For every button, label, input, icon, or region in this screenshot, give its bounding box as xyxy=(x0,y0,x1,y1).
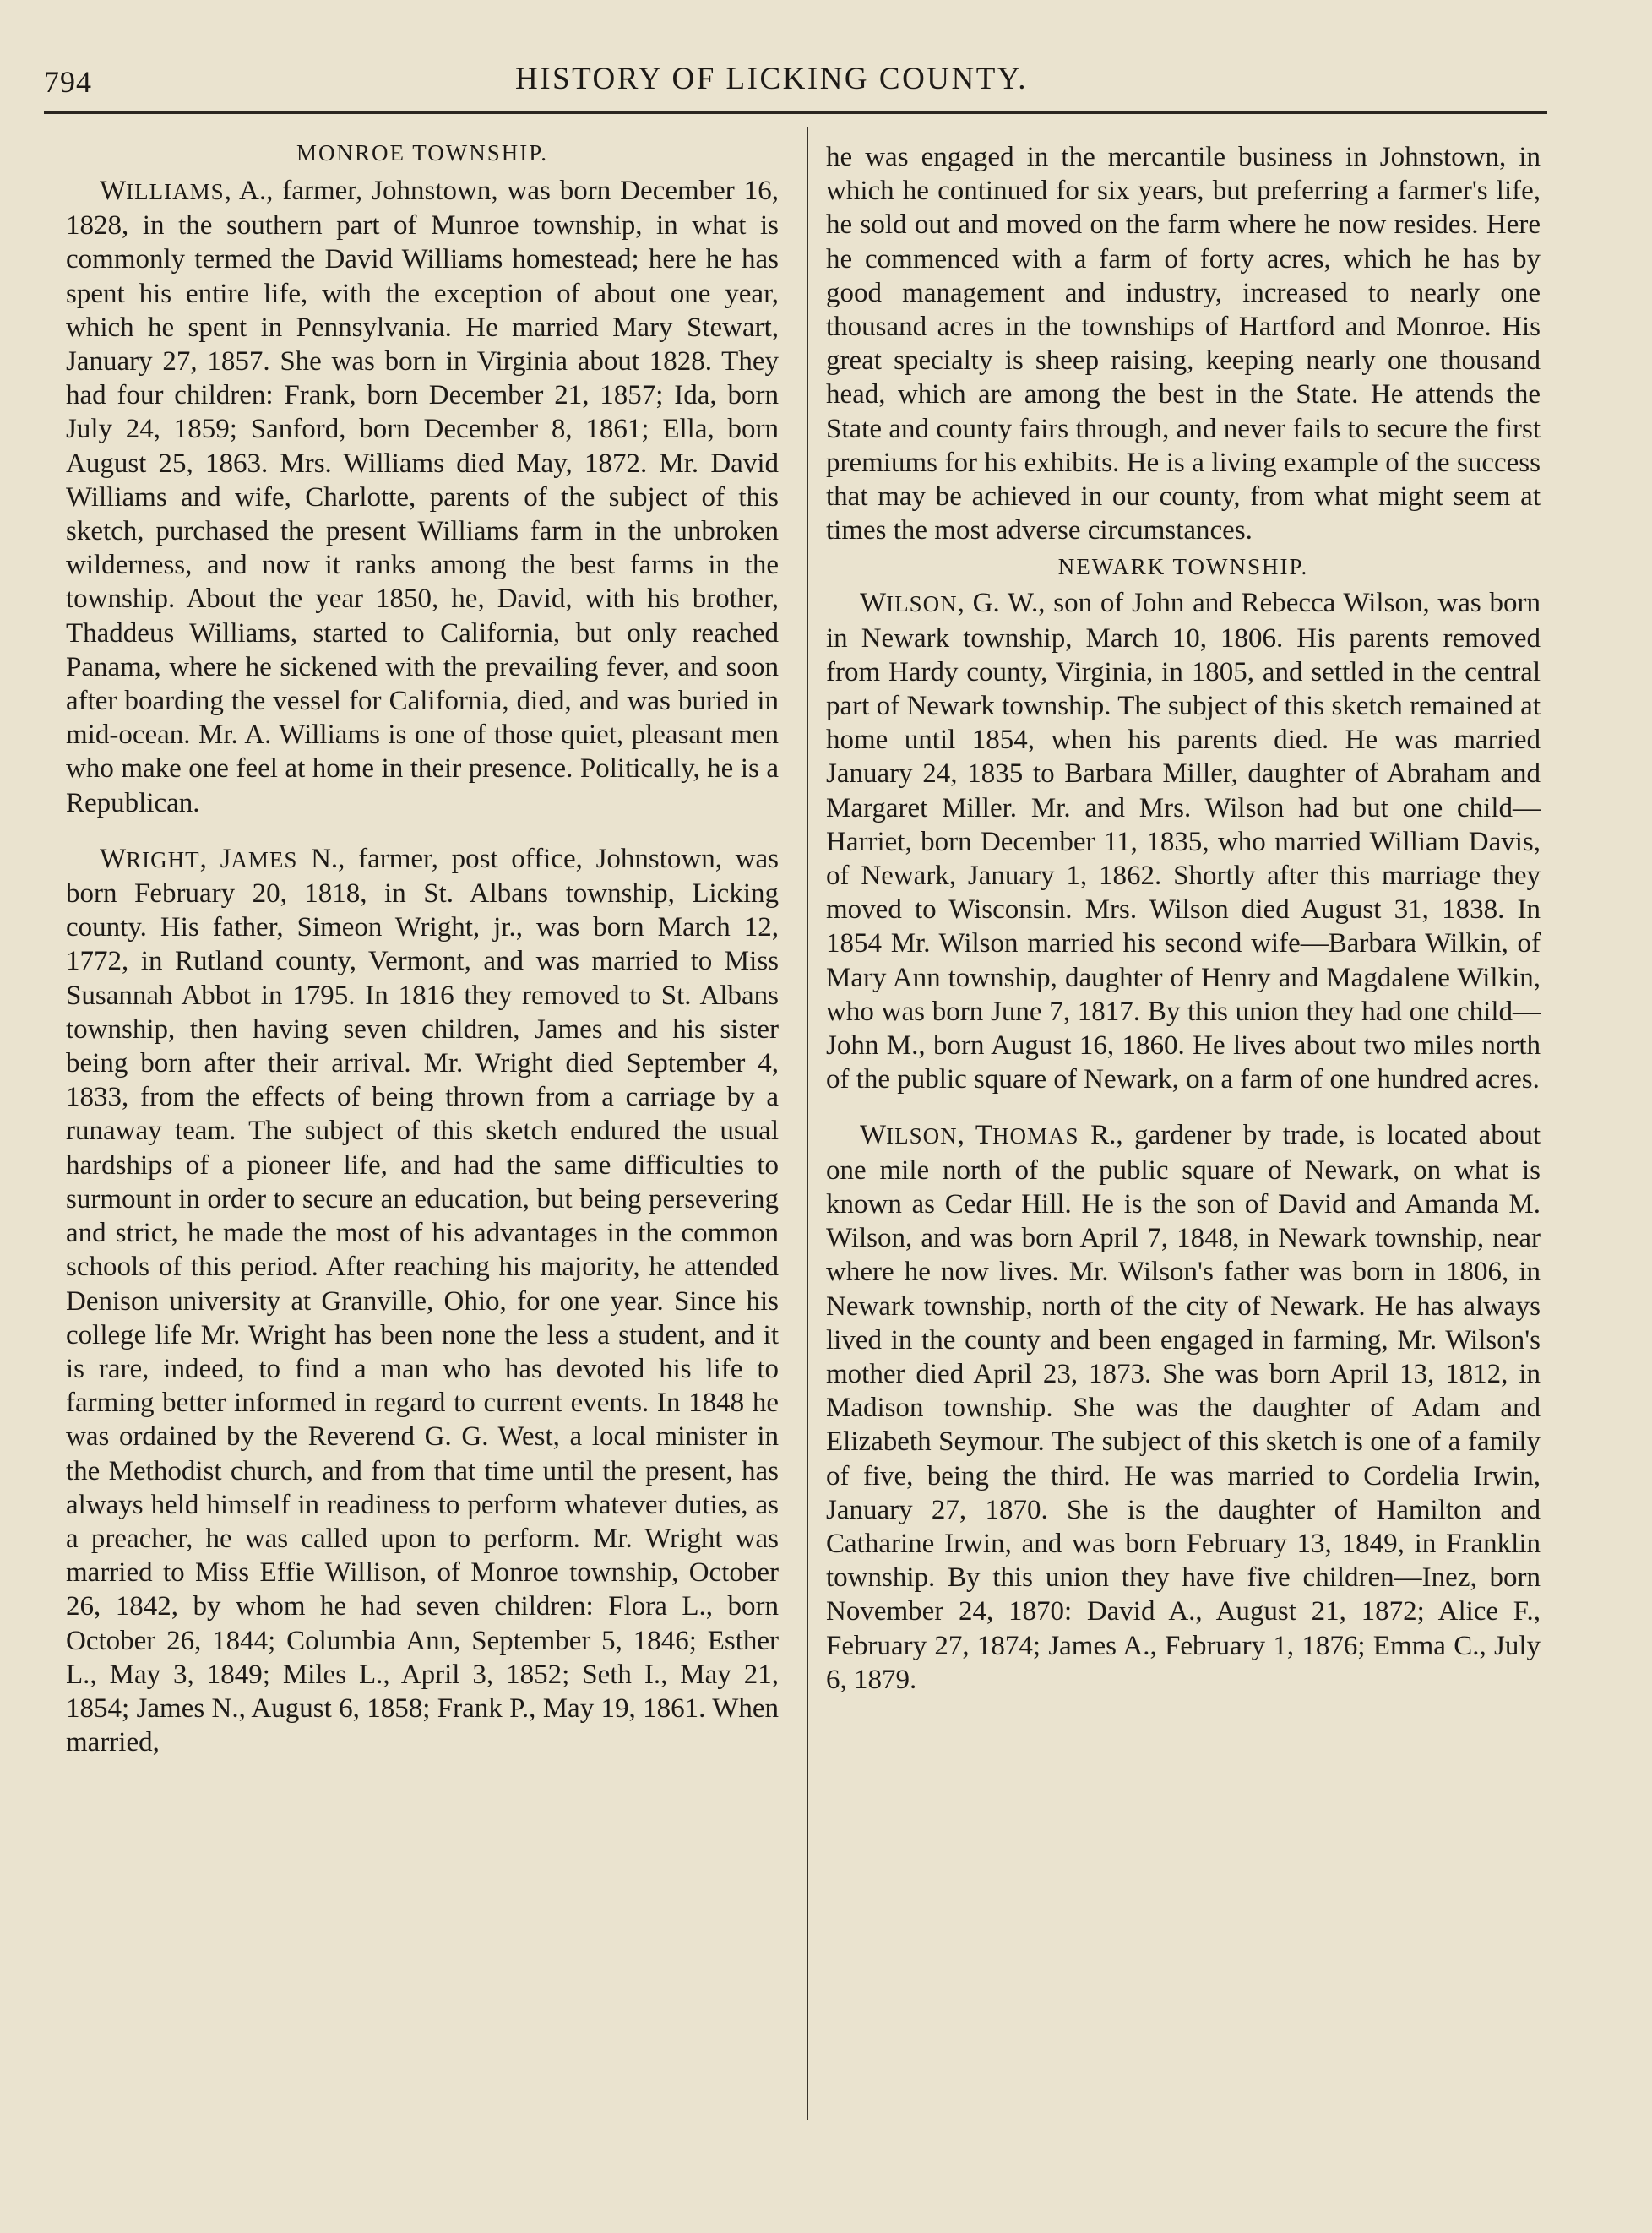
section-title-monroe: MONROE TOWNSHIP. xyxy=(296,140,549,166)
section-title-newark: NEWARK TOWNSHIP. xyxy=(1057,554,1309,580)
biography-wilson-gw xyxy=(826,586,1541,1096)
left-column xyxy=(66,137,779,1759)
bio-text: farmer, post office, Johnstown, was born February 20, 1818, in St. Albans township, Licking county. His father, Simeon Wright, jr., was born March 12, 1772, in Rutland county, Vermont, and was married to Miss Susannah Abbot in 1795. In 1816 they removed to St. Albans township, then having seven children, James and his sister being born after their arrival. Mr. Wright died September 4, 1833, from the effects of being thrown from a carriage by a runaway team. The subject of this sketch endured the usual hardships of a pioneer life, and had the same difficulties to surmount in order to secure an education, but being persevering and strict, he made the most of his advantages in the common schools of this period. After reaching his majority, he attended Denison university at Granville, Ohio, for one year. Since his college life Mr. Wright has been none the less a student, and it is rare, indeed, to find a man who has devoted his life to farming better informed in regard to current events. In 1848 he was ordained by the Reverend G. G. West, a local minister in the Methodist church, and from that time until the present, has always held himself in readiness to perform whatever duties, as a preacher, he was called upon to perform. Mr. Wright was married to Miss Effie Willison, of Monroe township, October 26, 1842, by whom he had seven children: Flora L., born October 26, 1844; Columbia Ann, September 5, 1846; Esther L., May 3, 1849; Miles L., April 3, 1852; Seth I., May 21, 1854; James N., August 6, 1858; Frank P., May 19, 1861. When married, xyxy=(66,843,779,1758)
bio-name: WILSON, THOMAS R., xyxy=(860,1120,1123,1151)
bio-text: farmer, Johnstown, was born December 16, 1828, in the southern part of Munroe township, in what is commonly termed the David Williams homestead; here he has spent his entire life, with the exception of about one year, which he spent in Pennsylvania. He married Mary Stewart, January 27, 1857. She was born in Virginia about 1828. They had four children: Frank, born December 21, 1857; Ida, born July 24, 1859; Sanford, born December 8, 1861; Ella, born August 25, 1863. Mrs. Williams died May, 1872. Mr. David Williams and wife, Charlotte, parents of the subject of this sketch, purchased the present Williams farm in the unbroken wilderness, and now it ranks among the best farms in the township. About the year 1850, he, David, with his brother, Thaddeus Williams, started to California, but only reached Panama, where he sickened with the prevailing fever, and soon after boarding the vessel for California, died, and was buried in mid-ocean. Mr. A. Williams is one of those quiet, pleasant men who make one feel at home in their presence. Politically, he is a Republican. xyxy=(66,176,779,818)
bio-text: son of John and Rebecca Wilson, was born in Newark township, March 10, 1806. His parents removed from Hardy county, Virginia, in 1805, and settled in the central part of Newark township. The subject of this sketch remained at home until 1854, when his parents died. He was married January 24, 1835 to Barbara Miller, daughter of Abraham and Margaret Miller. Mr. and Mrs. Wilson had but one child—Harriet, born December 11, 1835, who married William Davis, of Newark, January 1, 1862. Shortly after this marriage they moved to Wisconsin. Mrs. Wilson died August 31, 1838. In 1854 Mr. Wilson married his second wife—Barbara Wilkin, of Mary Ann township, daughter of Henry and Magdalene Wilkin, who was born June 7, 1817. By this union they had one child—John M., born August 16, 1860. He lives about two miles north of the public square of Newark, on a farm of one hundred acres. xyxy=(826,588,1541,1095)
bio-text: gardener by trade, is located about one mile north of the public square of Newark, on what is known as Cedar Hill. He is the son of David and Amanda M. Wilson, and was born April 7, 1848, in Newark township, near where he now lives. Mr. Wilson's father was born in 1806, in Newark township, north of the city of Newark. He has always lived in the county and been engaged in farming, Mr. Wilson's mother died April 23, 1873. She was born April 13, 1812, in Madison township. She was the daughter of Adam and Elizabeth Seymour. The subject of this sketch is one of a family of five, being the third. He was married to Cordelia Irwin, January 27, 1870. She is the daughter of Hamilton and Catharine Irwin, and was born February 13, 1849, in Franklin township. By this union they have five children—Inez, born November 24, 1870: David A., August 21, 1872; Alice F., February 27, 1874; James A., February 1, 1876; Emma C., July 6, 1879. xyxy=(826,1120,1541,1695)
biography-wilson-thomas xyxy=(826,1118,1541,1696)
biography-continuation: he was engaged in the mercantile business in Johnstown, in which he continued for six years, but preferring a farmer's life, he sold out and moved on the farm where he now resides. Here he commenced with a farm of forty acres, which he has by good management and industry, increased to nearly one thousand acres in the townships of Hartford and Monroe. His great specialty is sheep raising, keeping nearly one thousand head, which are among the best in the State. He attends the State and county fairs through, and never fails to secure the first premiums for his exhibits. He is a living example of the success that may be achieved in our county, from what might seem at times the most adverse circumstances. xyxy=(826,142,1541,546)
bio-name: WILLIAMS, A., xyxy=(100,176,274,206)
running-title: HISTORY OF LICKING COUNTY. xyxy=(515,62,1029,96)
column-divider xyxy=(807,127,808,2120)
page-number: 794 xyxy=(44,65,92,99)
header-rule xyxy=(44,111,1547,114)
biography-wright-james xyxy=(66,842,779,1759)
biography-williams-a xyxy=(66,174,779,820)
right-column xyxy=(826,140,1541,1697)
bio-name: WILSON, G. W., xyxy=(860,588,1046,619)
bio-name: WRIGHT, JAMES N., xyxy=(100,843,345,874)
